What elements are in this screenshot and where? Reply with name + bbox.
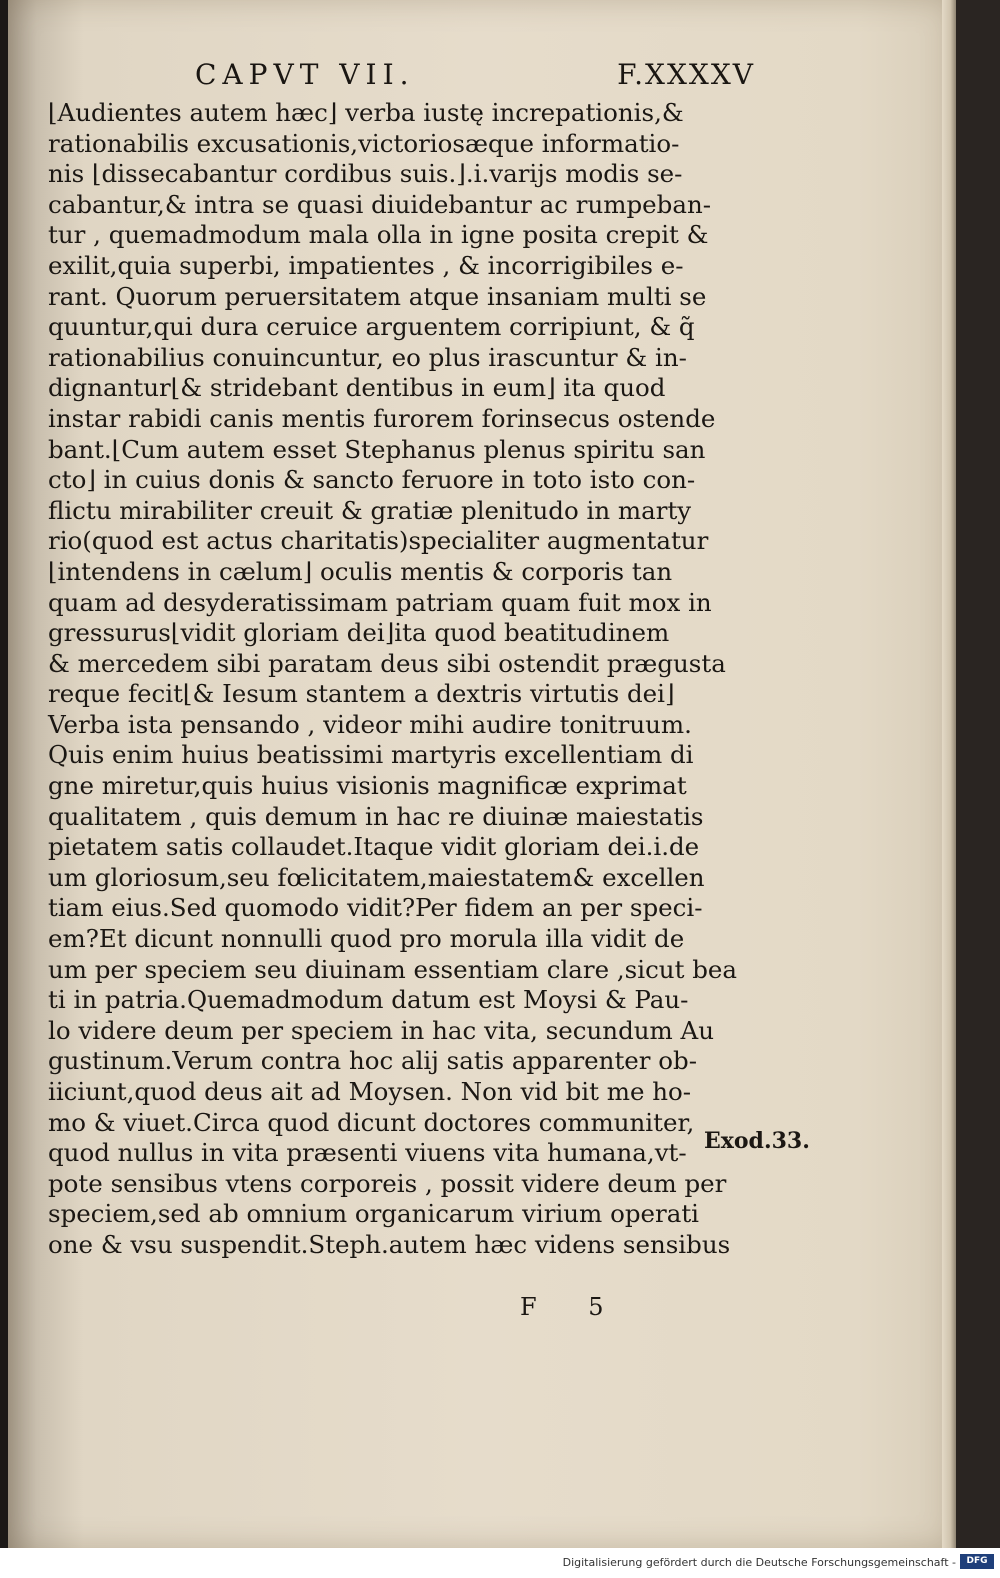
text-line: ti in patria.Quemadmodum datum est Moysi & Pau-	[48, 985, 689, 1015]
text-line: rationabilis excusationis,victoriosæque informatio-	[48, 128, 680, 158]
text-line: cabantur,& intra se quasi diuidebantur ac rumpeban-	[48, 189, 711, 219]
text-line: quod nullus in vita præsenti viuens vita humana,vt-	[48, 1138, 687, 1168]
text-line: rio(quod est actus charitatis)specialiter augmentatur	[48, 526, 709, 556]
text-line: one & vsu suspendit.Steph.autem hæc videns sensibus	[48, 1229, 731, 1259]
text-line: Quis enim huius beatissimi martyris excellentiam di	[48, 740, 694, 770]
text-line: rationabilius conuincuntur, eo plus irascuntur & in-	[48, 342, 687, 372]
margin-note: Exod.33.	[704, 1128, 810, 1154]
text-line: tur , quemadmodum mala olla in igne posita crepit &	[48, 220, 709, 250]
chapter-heading: CAPVT VII.	[195, 58, 415, 91]
text-line: cto⌋ in cuius donis & sancto feruore in toto isto con-	[48, 465, 696, 495]
dfg-logo: DFG	[960, 1554, 994, 1569]
funding-credit: Digitalisierung gefördert durch die Deutsche Forschungsgemeinschaft -	[562, 1556, 956, 1569]
text-line: nis ⌊dissecabantur cordibus suis.⌋.i.varijs modis se-	[48, 159, 683, 189]
text-line: gustinum.Verum contra hoc alij satis apparenter ob-	[48, 1046, 697, 1076]
text-line: rant. Quorum peruersitatem atque insaniam multi se	[48, 281, 707, 311]
text-line: dignantur⌊& stridebant dentibus in eum⌋ ita quod	[48, 373, 666, 403]
text-line: um per speciem seu diuinam essentiam clare ,sicut bea	[48, 954, 738, 984]
text-line: pote sensibus vtens corporeis , possit videre deum per	[48, 1168, 727, 1198]
signature-mark: F 5	[520, 1293, 626, 1321]
body-text	[48, 98, 738, 1261]
text-line: & mercedem sibi paratam deus sibi ostendit prægusta	[48, 648, 726, 678]
text-line: exilit,quia superbi, impatientes , & incorrigibiles e-	[48, 250, 684, 280]
text-line: lo videre deum per speciem in hac vita, secundum Au	[48, 1015, 715, 1045]
text-line: tiam eius.Sed quomodo vidit?Per fidem an per speci-	[48, 893, 703, 923]
text-line: ⌊Audientes autem hæc⌋ verba iustę increpationis,&	[48, 98, 684, 127]
text-line: instar rabidi canis mentis furorem forinsecus ostende	[48, 403, 716, 433]
text-line: um gloriosum,seu fœlicitatem,maiestatem& excellen	[48, 862, 705, 892]
text-line: gne miretur,quis huius visionis magnificæ exprimat	[48, 771, 687, 801]
text-line: ⌊intendens in cælum⌋ oculis mentis & corporis tan	[48, 556, 673, 586]
page-edge	[942, 0, 956, 1548]
text-line: speciem,sed ab omnium organicarum virium operati	[48, 1199, 700, 1229]
text-line: qualitatem , quis demum in hac re diuinæ maiestatis	[48, 801, 704, 831]
text-line: quam ad desyderatissimam patriam quam fuit mox in	[48, 587, 712, 617]
text-line: mo & viuet.Circa quod dicunt doctores communiter,	[48, 1107, 695, 1137]
text-line: bant.⌊Cum autem esset Stephanus plenus spiritu san	[48, 434, 706, 464]
text-line: iiciunt,quod deus ait ad Moysen. Non vid bit me ho-	[48, 1077, 692, 1106]
text-line: pietatem satis collaudet.Itaque vidit gloriam dei.i.de	[48, 832, 700, 862]
text-line: flictu mirabiliter creuit & gratiæ plenitudo in marty	[48, 495, 692, 525]
text-line: em?Et dicunt nonnulli quod pro morula illa vidit de	[48, 924, 685, 954]
text-line: gressurus⌊vidit gloriam dei⌋ita quod beatitudinem	[48, 618, 670, 648]
folio-number: F.XXXXV	[617, 58, 755, 91]
text-line: Verba ista pensando , videor mihi audire tonitruum.	[48, 709, 692, 739]
text-line: reque fecit⌊& Iesum stantem a dextris virtutis dei⌋	[48, 679, 675, 709]
running-header	[195, 58, 755, 98]
text-line: quuntur,qui dura ceruice arguentem corripiunt, & q̃	[48, 312, 695, 342]
